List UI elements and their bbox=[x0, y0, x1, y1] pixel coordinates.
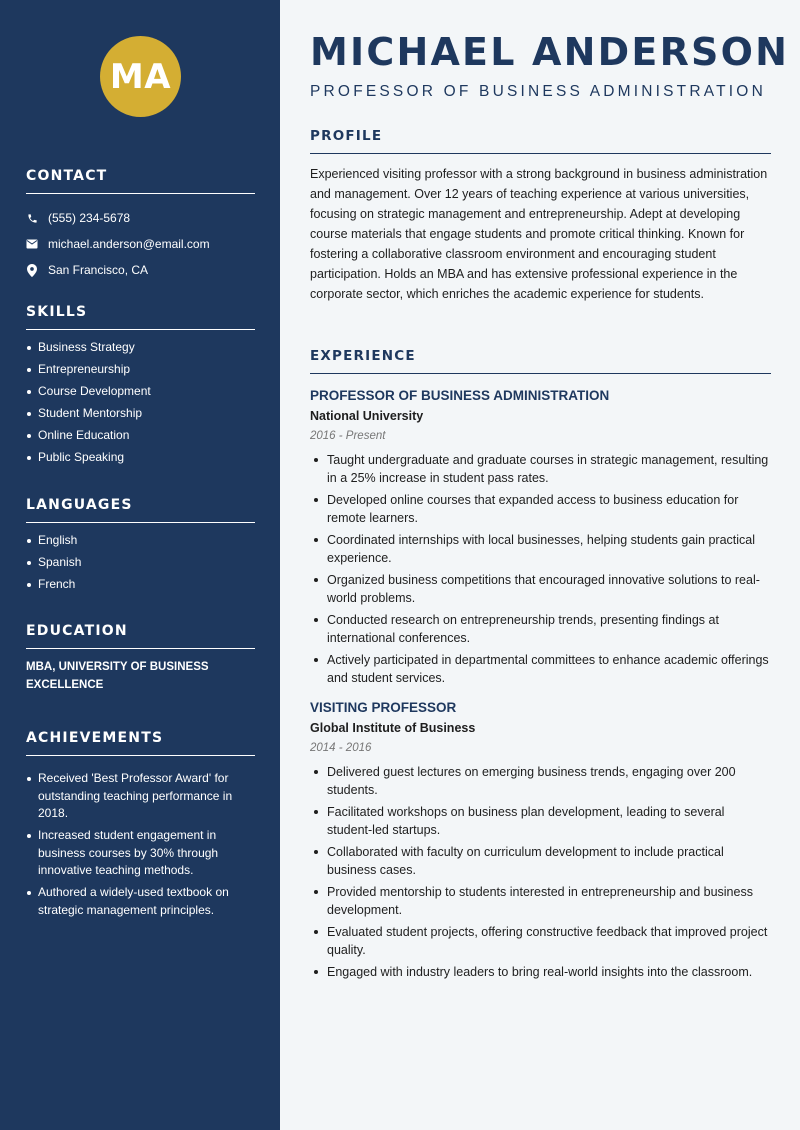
profile-heading: PROFILE bbox=[310, 128, 771, 154]
job-bullet: Facilitated workshops on business plan development, leading to several student-led startups. bbox=[310, 803, 771, 839]
achievement-item: Received 'Best Professor Award' for outstanding teaching performance in 2018. bbox=[26, 770, 255, 823]
job-bullet: Organized business competitions that encouraged innovative solutions to real-world problems. bbox=[310, 571, 771, 607]
email-icon bbox=[26, 238, 38, 250]
achievements-heading: ACHIEVEMENTS bbox=[26, 730, 255, 756]
contact-heading: CONTACT bbox=[26, 168, 255, 194]
candidate-name: MICHAEL ANDERSON bbox=[310, 30, 790, 74]
contact-location bbox=[26, 257, 255, 283]
job-entry bbox=[310, 700, 771, 981]
language-item: French bbox=[26, 576, 255, 594]
job-bullet: Collaborated with faculty on curriculum development to include practical business cases. bbox=[310, 843, 771, 879]
job-title: VISITING PROFESSOR bbox=[310, 700, 457, 715]
education-heading: EDUCATION bbox=[26, 623, 255, 649]
phone-icon bbox=[26, 212, 38, 224]
job-bullet: Delivered guest lectures on emerging business trends, engaging over 200 students. bbox=[310, 763, 771, 799]
sidebar bbox=[0, 0, 280, 1130]
education-degree: MBA, UNIVERSITY OF BUSINESS EXCELLENCE bbox=[26, 661, 209, 691]
language-item: Spanish bbox=[26, 554, 255, 572]
achievement-item: Authored a widely-used textbook on strategic management principles. bbox=[26, 884, 255, 919]
location-text: San Francisco, CA bbox=[48, 263, 149, 277]
contact-email[interactable] bbox=[26, 231, 255, 257]
skill-item: Public Speaking bbox=[26, 449, 255, 467]
job-bullet: Engaged with industry leaders to bring real-world insights into the classroom. bbox=[310, 963, 771, 981]
achievement-item: Increased student engagement in business courses by 30% through innovative teaching methods. bbox=[26, 827, 255, 880]
profile-section bbox=[310, 128, 771, 304]
job-bullet: Taught undergraduate and graduate courses in strategic management, resulting in a 25% increase in student pass rates. bbox=[310, 451, 771, 487]
job-bullet: Evaluated student projects, offering constructive feedback that improved project quality. bbox=[310, 923, 771, 959]
languages-section bbox=[26, 497, 255, 598]
skill-item: Entrepreneurship bbox=[26, 361, 255, 379]
experience-section bbox=[310, 348, 771, 985]
contact-phone[interactable] bbox=[26, 205, 255, 231]
email-text: michael.anderson@email.com bbox=[48, 237, 210, 251]
job-title: PROFESSOR OF BUSINESS ADMINISTRATION bbox=[310, 388, 610, 403]
experience-heading: EXPERIENCE bbox=[310, 348, 771, 374]
profile-text: Experienced visiting professor with a strong background in business administration and management. Over 12 years of teaching experience at various universities, focusing on strategic management and entrepreneurship. Adept at developing course materials that engage students and promote critical thinking. Known for fostering a collaborative classroom environment and encouraging student participation. Holds an MBA and has extensive professional experience in the corporate sector, which enriches the academic experience for students. bbox=[310, 167, 768, 301]
job-bullet: Actively participated in departmental committees to enhance academic offerings and student services. bbox=[310, 651, 771, 687]
achievements-section bbox=[26, 730, 255, 924]
job-entry bbox=[310, 388, 771, 687]
skill-item: Online Education bbox=[26, 427, 255, 445]
candidate-title: PROFESSOR OF BUSINESS ADMINISTRATION bbox=[310, 83, 766, 100]
education-section bbox=[26, 623, 255, 694]
job-dates: 2014 - 2016 bbox=[310, 742, 372, 754]
languages-heading: LANGUAGES bbox=[26, 497, 255, 523]
skill-item: Student Mentorship bbox=[26, 405, 255, 423]
skills-section bbox=[26, 304, 255, 471]
job-bullet: Conducted research on entrepreneurship trends, presenting findings at international conferences. bbox=[310, 611, 771, 647]
contact-section bbox=[26, 168, 255, 283]
job-company: National University bbox=[310, 409, 424, 423]
skills-heading: SKILLS bbox=[26, 304, 255, 330]
avatar: MA bbox=[100, 36, 181, 117]
phone-text: (555) 234-5678 bbox=[48, 211, 131, 225]
skill-item: Business Strategy bbox=[26, 339, 255, 357]
job-dates: 2016 - Present bbox=[310, 430, 386, 442]
location-icon bbox=[26, 264, 38, 276]
job-bullet: Coordinated internships with local businesses, helping students gain practical experience. bbox=[310, 531, 771, 567]
job-company: Global Institute of Business bbox=[310, 721, 476, 735]
language-item: English bbox=[26, 532, 255, 550]
job-bullet: Provided mentorship to students interested in entrepreneurship and business development. bbox=[310, 883, 771, 919]
skill-item: Course Development bbox=[26, 383, 255, 401]
job-bullet: Developed online courses that expanded access to business education for remote learners. bbox=[310, 491, 771, 527]
